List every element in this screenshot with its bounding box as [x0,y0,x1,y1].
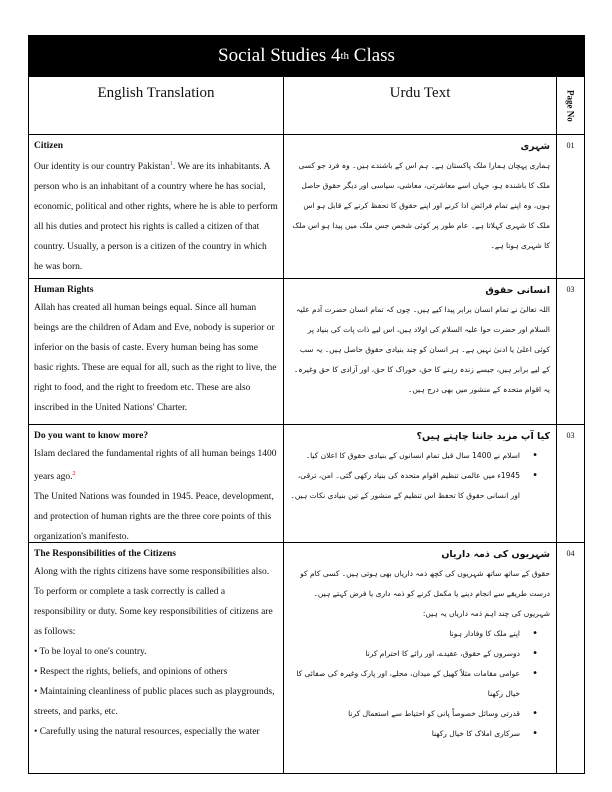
table-row [29,542,584,773]
footnote-ref[interactable]: 2 [72,471,76,477]
ur-heading: انسانی حقوق [485,285,550,296]
ur-heading: شہریوں کی ذمہ داریاں [441,549,550,560]
page-number: 03 [566,431,575,440]
en-text: Along with the rights citizens have some responsibilities also. To perform or complete a task correctly is called a responsibility or duty. Some key responsibilities of citizens are as follows: [34,567,273,637]
table-row [29,278,584,424]
ur-list-item: • 1945ء میں عالمی تنظیم اقوام متحدہ کی بنیاد رکھی گئی۔ امن، ترقی، اور انسانی حقوق کا تحفظ اس تنظیم کے منشور کے تین بنیادی نکات ہیں۔ [290,466,550,506]
en-heading: Human Rights [34,285,94,295]
ur-text: حقوق کے ساتھ ساتھ شہریوں کی کچھ ذمہ داریاں بھی ہوتی ہیں۔ کسی کام کو درست طریقے سے انجام دینے یا مکمل کرنے کو ذمہ داری یا فرض کہتے ہیں۔ شہریوں کی چند اہم ذمہ داریاں یہ ہیں: [300,569,550,618]
en-heading: Do you want to know more? [34,431,149,441]
ur-list-item: • سرکاری املاک کا خیال رکھنا [290,724,550,744]
en-heading: Citizen [34,141,64,151]
page-number: 01 [566,141,575,150]
en-text: Our identity is our country Pakistan$^1$. We are its inhabitants. A person who is an inhabitant of a country where he has social, economic, political and other rights, where he is able to perform all his duties and protect his rights is called a citizen of that country. Usually, a person is a citizen of the country in which he was born. [34,161,278,273]
ur-list-item: • دوسروں کے حقوق، عقیدے، اور رائے کا احترام کرنا [290,644,550,664]
ur-list-item: • قدرتی وسائل خصوصاً پانی کو احتیاط سے استعمال کرنا [290,704,550,724]
page-number: 03 [566,285,575,294]
header-english: English Translation [29,77,284,134]
en-text: Allah has created all human beings equal. Since all human beings are the children of Adam and Eve, nobody is superior or inferior on the basis of caste. Every human being has some basic rights. These are equal for all, such as the right to live, the right to food, and the right to freedom etc. These are also inscribed in the United Nations' Charter. [34,303,277,413]
table-row [29,134,584,278]
en-list-item: • Respect the rights, beliefs, and opinions of others [34,667,228,677]
ur-text: اللہ تعالیٰ نے تمام انسان برابر پیدا کیے ہیں۔ چوں کہ تمام انسان حضرت آدم علیہ السلام اور حضرت حوا علیہ السلام کی اولاد ہیں، اس لیے ذات پات کی بنیاد پر کوئی اعلیٰ یا ادنیٰ نہیں ہے۔ ہر انسان کو چند بنیادی حقوق حاصل ہیں۔ یہ سب کے لیے برابر ہیں، جیسے زندہ رہنے کا حق، خوراک کا حق، اور آزادی کا حق وغیرہ۔ یہ اقوام متحدہ کے منشور میں بھی درج ہیں۔ [293,305,550,394]
translation-table [28,35,585,774]
page-title [29,36,584,76]
ur-list-item: • عوامی مقامات مثلاً کھیل کے میدان، محلے، اور پارک وغیرہ کی صفائی کا خیال رکھنا [290,664,550,704]
en-list-item: • Carefully using the natural resources, especially the water [34,727,260,737]
title-sup: th [340,50,350,62]
title-text: Social Studies 4 [218,45,341,66]
header-page-no: Page No [565,89,576,122]
header-row [29,76,584,134]
en-text: The United Nations was founded in 1945. Peace, development, and protection of human rights are the three core points of this organization's manifesto. [34,492,274,543]
table-row [29,424,584,542]
ur-heading: کیا آپ مزید جاننا چاہتے ہیں؟ [416,431,550,442]
title-suffix: Class [349,45,395,66]
header-urdu: Urdu Text [284,77,557,134]
ur-list-item: • اسلام نے 1400 سال قبل تمام انسانوں کے بنیادی حقوق کا اعلان کیا۔ [290,446,550,466]
ur-heading: شہری [520,141,550,152]
ur-text: ہماری پہچان ہمارا ملک پاکستان ہے۔ ہم اس کے باشندے ہیں۔ وہ فرد جو کسی ملک کا باشندہ ہو، جہاں اسے معاشرتی، معاشی، سیاسی اور دیگر حقوق حاصل ہوں، وہ اپنے تمام فرائض ادا کرنے اور اپنے حقوق کا تحفظ کرنے کے قابل ہو اس ملک کا شہری کہلاتا ہے۔ عام طور پر کوئی شخص جس ملک میں پیدا ہو اس ملک کا شہری ہوتا ہے۔ [292,161,550,250]
page-number: 04 [566,549,575,558]
en-list-item: • Maintaining cleanliness of public places such as playgrounds, streets, and parks, etc. [34,687,275,717]
footnote-ref[interactable]: 1 [169,161,173,167]
en-list-item: • To be loyal to one's country. [34,647,147,657]
en-text: Islam declared the fundamental rights of all human beings 1400 years ago.$^2$ [34,449,277,483]
en-heading: The Responsibilities of the Citizens [34,549,176,559]
ur-list-item: • اپنے ملک کا وفادار ہونا [290,624,550,644]
